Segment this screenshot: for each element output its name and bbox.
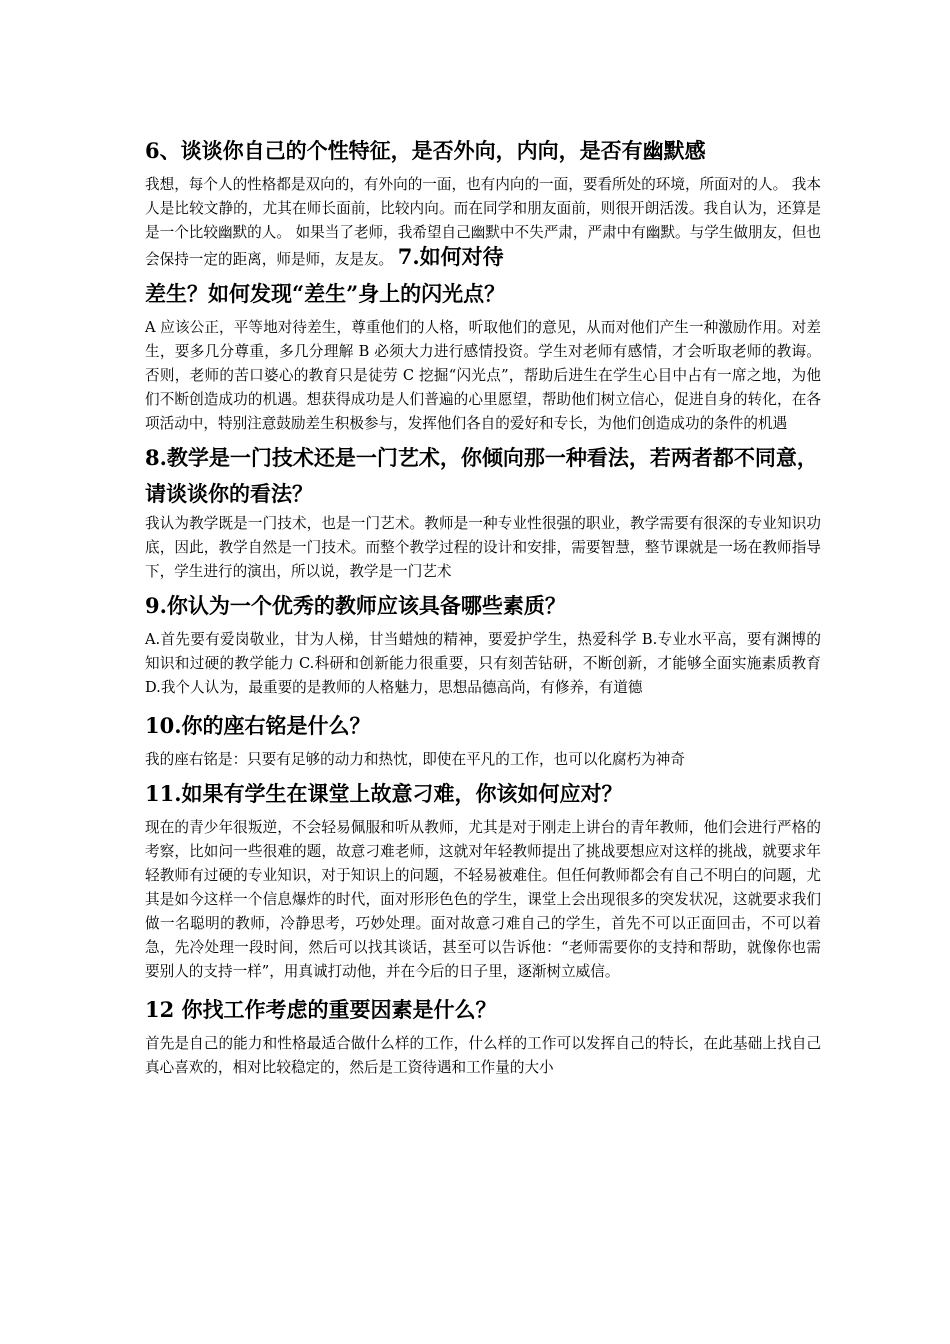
section-heading-8: 8.教学是一门技术还是一门艺术，你倾向那一种看法，若两者都不同意，请谈谈你的看法？ [145, 445, 818, 506]
section-body-11: 现在的青少年很叛逆，不会轻易佩服和听从教师，尤其是对于刚走上讲台的青年教师，他们会进行严格的考察，比如问一些很难的题，故意刁难老师，这就对年轻教师提出了挑战要想应对这样的挑战，就要求年轻教师有过硬的专业知识，对于知识上的问题，不轻易被难住。但任何教师都会有自己不明白的问题，尤其是如今这样一个信息爆炸的时代，面对形形色色的学生，课堂上会出现很多的突发状况，这就要求我们做一名聪明的教师，冷静思考，巧妙处理。面对故意刁难自己的学生，首先不可以正面回击，不可以着急，先冷处理一段时间，然后可以找其谈话，甚至可以告诉他：“老师需要你的支持和帮助，就像你也需要别人的支持一样”，用真诚打动他，并在今后的日子里，逐渐树立威信。 [145, 819, 821, 980]
section-heading-7-part1: 7.如何对待 [397, 244, 504, 269]
section-body-7: A 应该公正，平等地对待差生，尊重他们的人格，听取他们的意见，从而对他们产生一种激励作用。对差生，要多几分尊重，多几分理解 B 必须大力进行感情投资。学生对老师有感情，才会听取老师的教诲。否则，老师的苦口婆心的教育只是徒劳 C 挖掘“闪光点”，帮助后进生在学生心目中占有一席之地，为他们不断创造成功的机遇。想获得成功是人们普遍的心里愿望，帮助他们树立信心，促进自身的转化，在各项活动中，特别注意鼓励差生积极参与，发挥他们各自的爱好和专长，为他们创造成功的条件的机遇 [145, 319, 821, 432]
section-body-6 [145, 173, 821, 272]
section-heading-11: 11.如果有学生在课堂上故意刁难，你该如何应对？ [145, 781, 623, 806]
section-heading-6: 6、谈谈你自己的个性特征，是否外向，内向，是否有幽默感 [145, 138, 706, 163]
section-body-12: 首先是自己的能力和性格最适合做什么样的工作，什么样的工作可以发挥自己的特长，在此基础上找自己真心喜欢的，相对比较稳定的，然后是工资待遇和工作量的大小 [145, 1035, 821, 1076]
section-heading-12: 12 你找工作考虑的重要因素是什么？ [145, 997, 497, 1022]
section-heading-7-part2: 差生？如何发现“差生”身上的闪光点？ [145, 281, 506, 306]
section-body-6-text: 我想，每个人的性格都是双向的，有外向的一面，也有内向的一面，要看所处的环境，所面对的人。 我本人是比较文静的，尤其在师长面前，比较内向。而在同学和朋友面前，则很开朗活泼。我自认为，还算是是一个比较幽默的人。 如果当了老师，我希望自己幽默中不失严肃，严肃中有幽默。与学生做朋友，但也会保持一定的距离，师是师，友是友。 [145, 176, 821, 268]
section-body-9: A.首先要有爱岗敬业，甘为人梯，甘当蜡烛的精神，要爱护学生，热爱科学 B.专业水平高，要有渊博的知识和过硬的教学能力 C.科研和创新能力很重要，只有刻苦钻研，不断创新，才能够全面实施素质教育 D.我个人认为，最重要的是教师的人格魅力，思想品德高尚，有修养，有道德 [145, 631, 821, 696]
section-body-10: 我的座右铭是：只要有足够的动力和热忱，即使在平凡的工作，也可以化腐朽为神奇 [145, 751, 685, 768]
section-heading-9: 9.你认为一个优秀的教师应该具备哪些素质？ [145, 593, 566, 618]
document-content [145, 133, 821, 1080]
section-heading-10: 10.你的座右铭是什么？ [145, 713, 371, 738]
section-body-8: 我认为教学既是一门技术，也是一门艺术。教师是一种专业性很强的职业，教学需要有很深的专业知识功底，因此，教学自然是一门技术。而整个教学过程的设计和安排，需要智慧，整节课就是一场在教师指导下，学生进行的演出，所以说，教学是一门艺术 [145, 515, 821, 580]
